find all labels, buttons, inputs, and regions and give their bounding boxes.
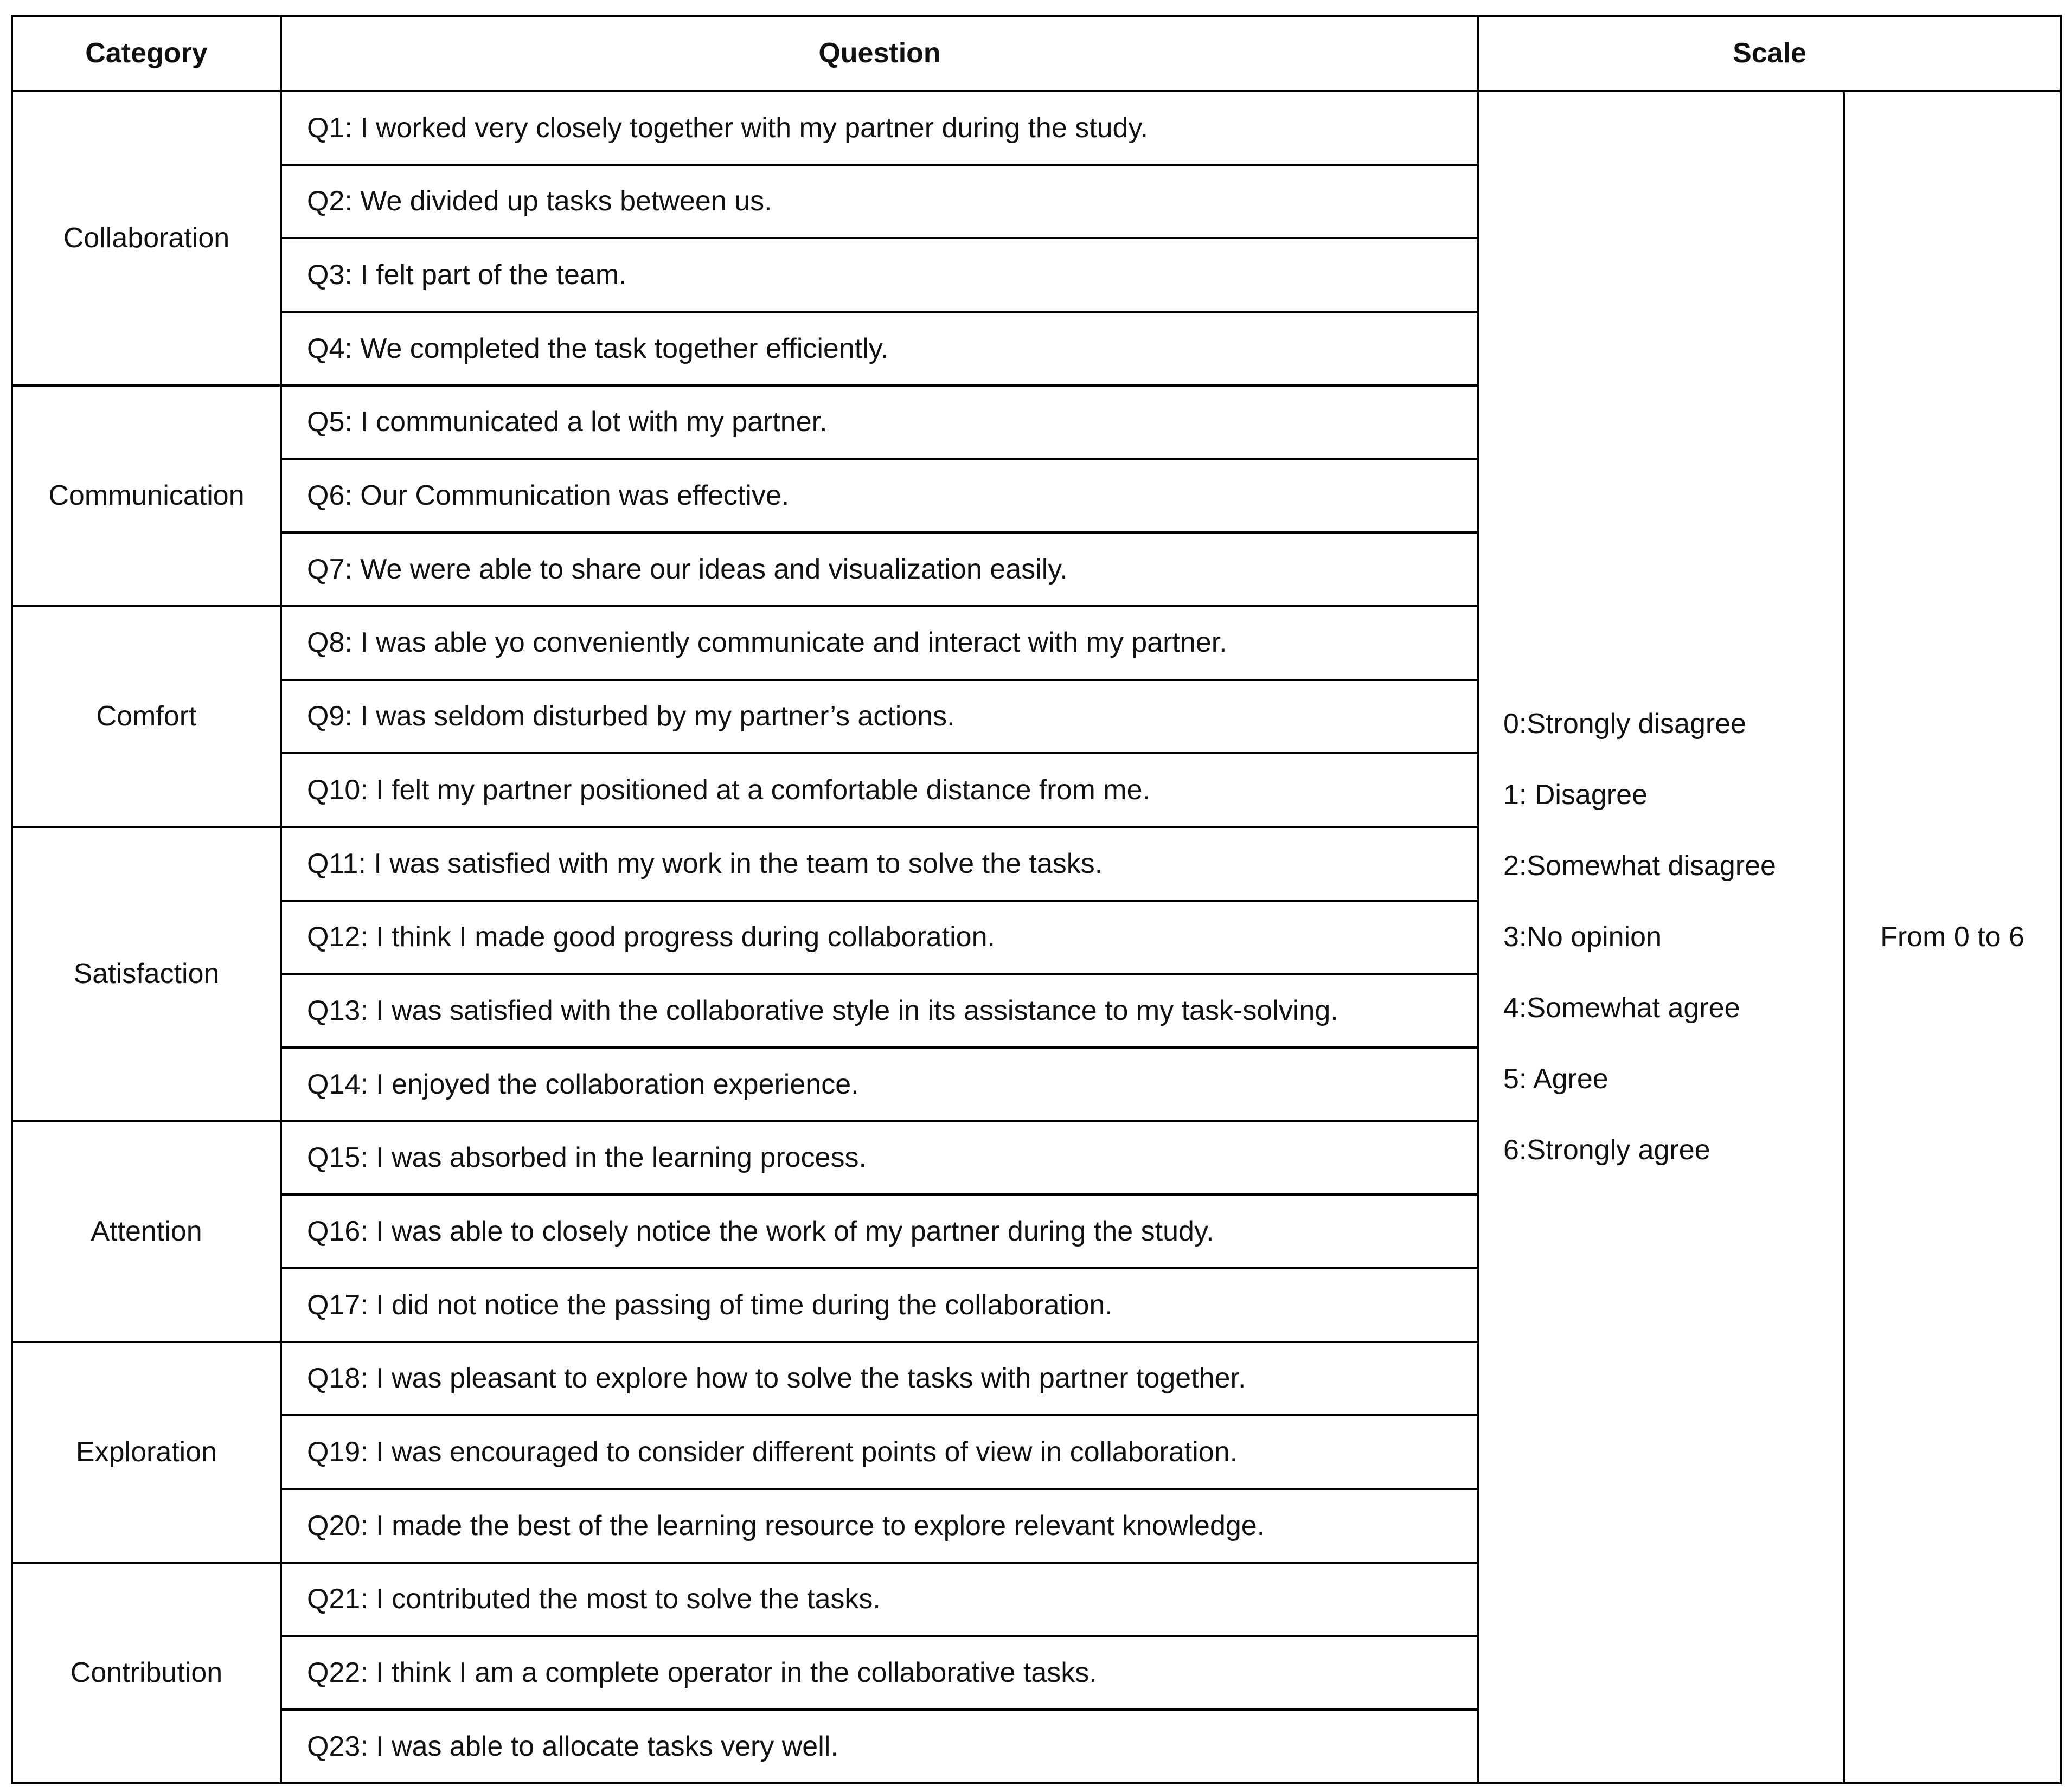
category-cell: Contribution xyxy=(12,1563,281,1783)
question-cell: Q3: I felt part of the team. xyxy=(281,238,1478,312)
category-cell: Communication xyxy=(12,386,281,606)
table-body xyxy=(12,91,2061,1783)
question-cell: Q4: We completed the task together efficiently. xyxy=(281,312,1478,386)
question-cell: Q10: I felt my partner positioned at a comfortable distance from me. xyxy=(281,753,1478,827)
question-cell: Q9: I was seldom disturbed by my partner’s actions. xyxy=(281,680,1478,754)
question-cell: Q19: I was encouraged to consider different points of view in collaboration. xyxy=(281,1415,1478,1489)
question-cell: Q21: I contributed the most to solve the tasks. xyxy=(281,1563,1478,1636)
question-cell: Q16: I was able to closely notice the work of my partner during the study. xyxy=(281,1194,1478,1268)
question-cell: Q14: I enjoyed the collaboration experience. xyxy=(281,1048,1478,1121)
scale-option: 1: Disagree xyxy=(1503,779,1648,811)
question-cell: Q1: I worked very closely together with my partner during the study. xyxy=(281,91,1478,165)
question-cell: Q20: I made the best of the learning resource to explore relevant knowledge. xyxy=(281,1489,1478,1563)
question-cell: Q22: I think I am a complete operator in the collaborative tasks. xyxy=(281,1636,1478,1710)
question-cell: Q15: I was absorbed in the learning process. xyxy=(281,1121,1478,1195)
scale-option: 5: Agree xyxy=(1503,1063,1608,1095)
header-question: Question xyxy=(281,16,1478,91)
scale-option: 3:No opinion xyxy=(1503,921,1662,953)
scale-option: 4:Somewhat agree xyxy=(1503,992,1740,1024)
question-cell: Q18: I was pleasant to explore how to solve the tasks with partner together. xyxy=(281,1342,1478,1416)
question-cell: Q17: I did not notice the passing of time during the collaboration. xyxy=(281,1268,1478,1342)
category-cell: Attention xyxy=(12,1121,281,1342)
scale-option: 0:Strongly disagree xyxy=(1503,708,1747,740)
scale-options-list xyxy=(1503,689,1843,1186)
scale-option: 2:Somewhat disagree xyxy=(1503,850,1776,882)
category-cell: Collaboration xyxy=(12,91,281,386)
category-cell: Comfort xyxy=(12,606,281,827)
header-category: Category xyxy=(12,16,281,91)
scale-range-cell: From 0 to 6 xyxy=(1844,91,2061,1783)
question-row xyxy=(12,91,2061,165)
category-cell: Satisfaction xyxy=(12,827,281,1121)
scale-option: 6:Strongly agree xyxy=(1503,1134,1710,1166)
question-cell: Q5: I communicated a lot with my partner. xyxy=(281,386,1478,459)
question-cell: Q13: I was satisfied with the collaborative style in its assistance to my task-solving. xyxy=(281,974,1478,1048)
question-cell: Q6: Our Communication was effective. xyxy=(281,459,1478,532)
question-cell: Q8: I was able yo conveniently communicate and interact with my partner. xyxy=(281,606,1478,680)
question-cell: Q12: I think I made good progress during collaboration. xyxy=(281,901,1478,974)
question-cell: Q11: I was satisfied with my work in the team to solve the tasks. xyxy=(281,827,1478,901)
question-cell: Q2: We divided up tasks between us. xyxy=(281,165,1478,239)
questionnaire-table xyxy=(11,15,2062,1784)
header-row xyxy=(12,16,2061,91)
category-cell: Exploration xyxy=(12,1342,281,1563)
header-scale: Scale xyxy=(1478,16,2061,91)
question-cell: Q7: We were able to share our ideas and visualization easily. xyxy=(281,532,1478,606)
question-cell: Q23: I was able to allocate tasks very well. xyxy=(281,1710,1478,1783)
scale-options-cell xyxy=(1478,91,1844,1783)
